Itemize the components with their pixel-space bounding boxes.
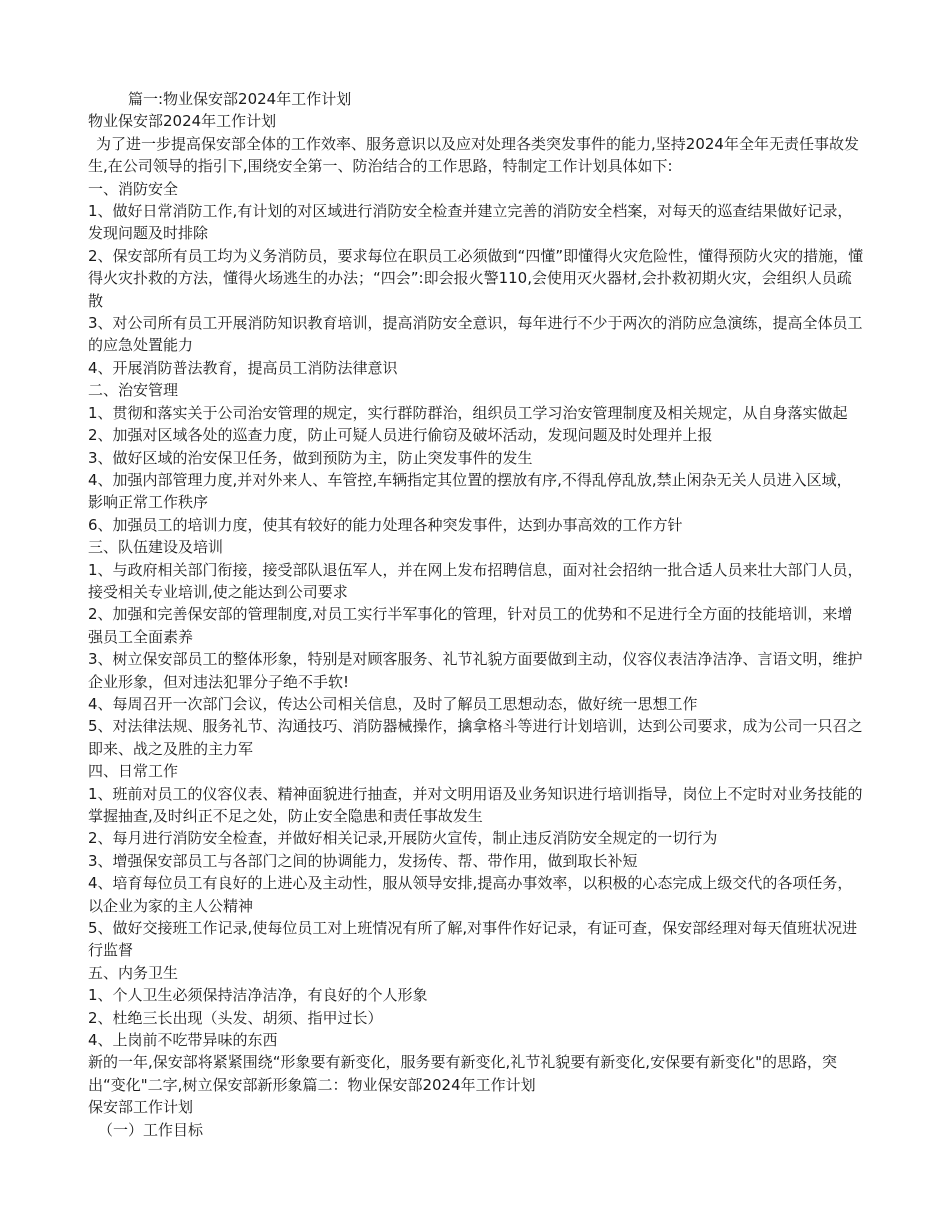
paragraph: 4、开展消防普法教育，提高员工消防法律意识 bbox=[88, 358, 398, 377]
section-heading-team-building: 三、队伍建设及培训 bbox=[88, 538, 224, 557]
closing-paragraph: 新的一年,保安部将紧紧围绕“形象要有新变化，服务要有新变化,礼节礼貌要有新变化,安保要有新变化"的思路，突出“变化"二字,树立保安部新形象篇二：物业保安部2024年工作计划 bbox=[88, 1053, 837, 1094]
intro-paragraph: 为了进一步提高保安部全体的工作效率、服务意识以及应对处理各类突发事件的能力,坚持2024年全年无责任事故发生,在公司领导的指引下,围绕安全第一、防治结合的工作思路，特制定工作计划具体如下: bbox=[88, 134, 859, 176]
paragraph: 3、增强保安部员工与各部门之间的协调能力，发扬传、帮、带作用，做到取长补短 bbox=[88, 851, 638, 870]
paragraph: 5、对法律法规、服务礼节、沟通技巧、消防器械操作，擒拿格斗等进行计划培训，达到公司要求，成为公司一只召之即来、战之及胜的主力军 bbox=[88, 717, 863, 758]
paragraph: 2、加强和完善保安部的管理制度,对员工实行半军事化的管理，针对员工的优势和不足进行全方面的技能培训，来增强员工全面素养 bbox=[88, 605, 853, 646]
section-heading-housekeeping: 五、内务卫生 bbox=[88, 963, 179, 982]
sub-heading-goals: （一）工作目标 bbox=[98, 1120, 204, 1139]
paragraph: 2、每月进行消防安全检查，并做好相关记录,开展防火宣传，制止违反消防安全规定的一切行为 bbox=[88, 829, 718, 848]
paragraph: 4、每周召开一次部门会议，传达公司相关信息，及时了解员工思想动态，做好统一思想工作 bbox=[88, 694, 698, 713]
document-title: 物业保安部2024年工作计划 bbox=[88, 112, 277, 131]
paragraph: 4、加强内部管理力度,并对外来人、车管控,车辆指定其位置的摆放有序,不得乱停乱放,禁止闲杂无关人员进入区域，影响正常工作秩序 bbox=[88, 470, 852, 512]
paragraph: 1、班前对员工的仪容仪表、精神面貌进行抽查，并对文明用语及业务知识进行培训指导，岗位上不定时对业务技能的掌握抽查,及时纠正不足之处，防止安全隐患和责任事故发生 bbox=[88, 784, 863, 825]
paragraph: 3、做好区域的治安保卫任务，做到预防为主，防止突发事件的发生 bbox=[88, 448, 533, 467]
paragraph: 1、做好日常消防工作,有计划的对区域进行消防安全检查并建立完善的消防安全档案，对每天的巡查结果做好记录，发现问题及时排除 bbox=[88, 202, 853, 243]
paragraph: 3、树立保安部员工的整体形象，特别是对顾客服务、礼节礼貌方面要做到主动，仪容仪表洁净洁净、言语文明，维护企业形象，但对违法犯罪分子绝不手软! bbox=[88, 650, 863, 691]
section-title-plan: 保安部工作计划 bbox=[88, 1098, 194, 1117]
paragraph: 6、加强员工的培训力度，使其有较好的能力处理各种突发事件，达到办事高效的工作方针 bbox=[88, 515, 683, 534]
section-heading-public-order: 二、治安管理 bbox=[88, 381, 179, 400]
paragraph: 4、培育每位员工有良好的上进心及主动性，服从领导安排,提高办事效率，以积极的心态完成上级交代的各项任务，以企业为家的主人公精神 bbox=[88, 874, 853, 915]
paragraph: 2、杜绝三长出现（头发、胡须、指甲过长） bbox=[88, 1008, 383, 1027]
paragraph: 3、对公司所有员工开展消防知识教育培训，提高消防安全意识，每年进行不少于两次的消防应急演练，提高全体员工的应急处置能力 bbox=[88, 314, 863, 355]
paragraph: 1、个人卫生必须保持洁净洁净，有良好的个人形象 bbox=[88, 986, 428, 1005]
paragraph: 1、与政府相关部门衔接，接受部队退伍军人，并在网上发布招聘信息，面对社会招纳一批合适人员来壮大部门人员，接受相关专业培训,使之能达到公司要求 bbox=[88, 560, 863, 601]
paragraph: 5、做好交接班工作记录,使每位员工对上班情况有所了解,对事件作好记录，有证可查，保安部经理对每天值班状况进行监督 bbox=[88, 919, 858, 960]
paragraph: 1、贯彻和落实关于公司治安管理的规定，实行群防群治，组织员工学习治安管理制度及相关规定，从自身落实做起2、加强对区域各处的巡查力度，防止可疑人员进行偷窃及破坏活动，发现问题及时处理并上报 bbox=[88, 403, 848, 445]
section-heading-daily-work: 四、日常工作 bbox=[88, 762, 179, 781]
paragraph: 4、上岗前不吃带异味的东西 bbox=[88, 1031, 278, 1050]
document-title-line: 篇一:物业保安部2024年工作计划 bbox=[128, 90, 352, 108]
section-heading-fire-safety: 一、消防安全 bbox=[88, 179, 179, 198]
paragraph: 2、保安部所有员工均为义务消防员，要求每位在职员工必须做到“四懂”即懂得火灾危险性，懂得预防火灾的措施，懂得火灾扑救的方法，懂得火场逃生的办法；“四会”:即会报火警110,会使用灭火器材,会扑救初期火灾，会组织人员疏散 bbox=[88, 246, 864, 310]
